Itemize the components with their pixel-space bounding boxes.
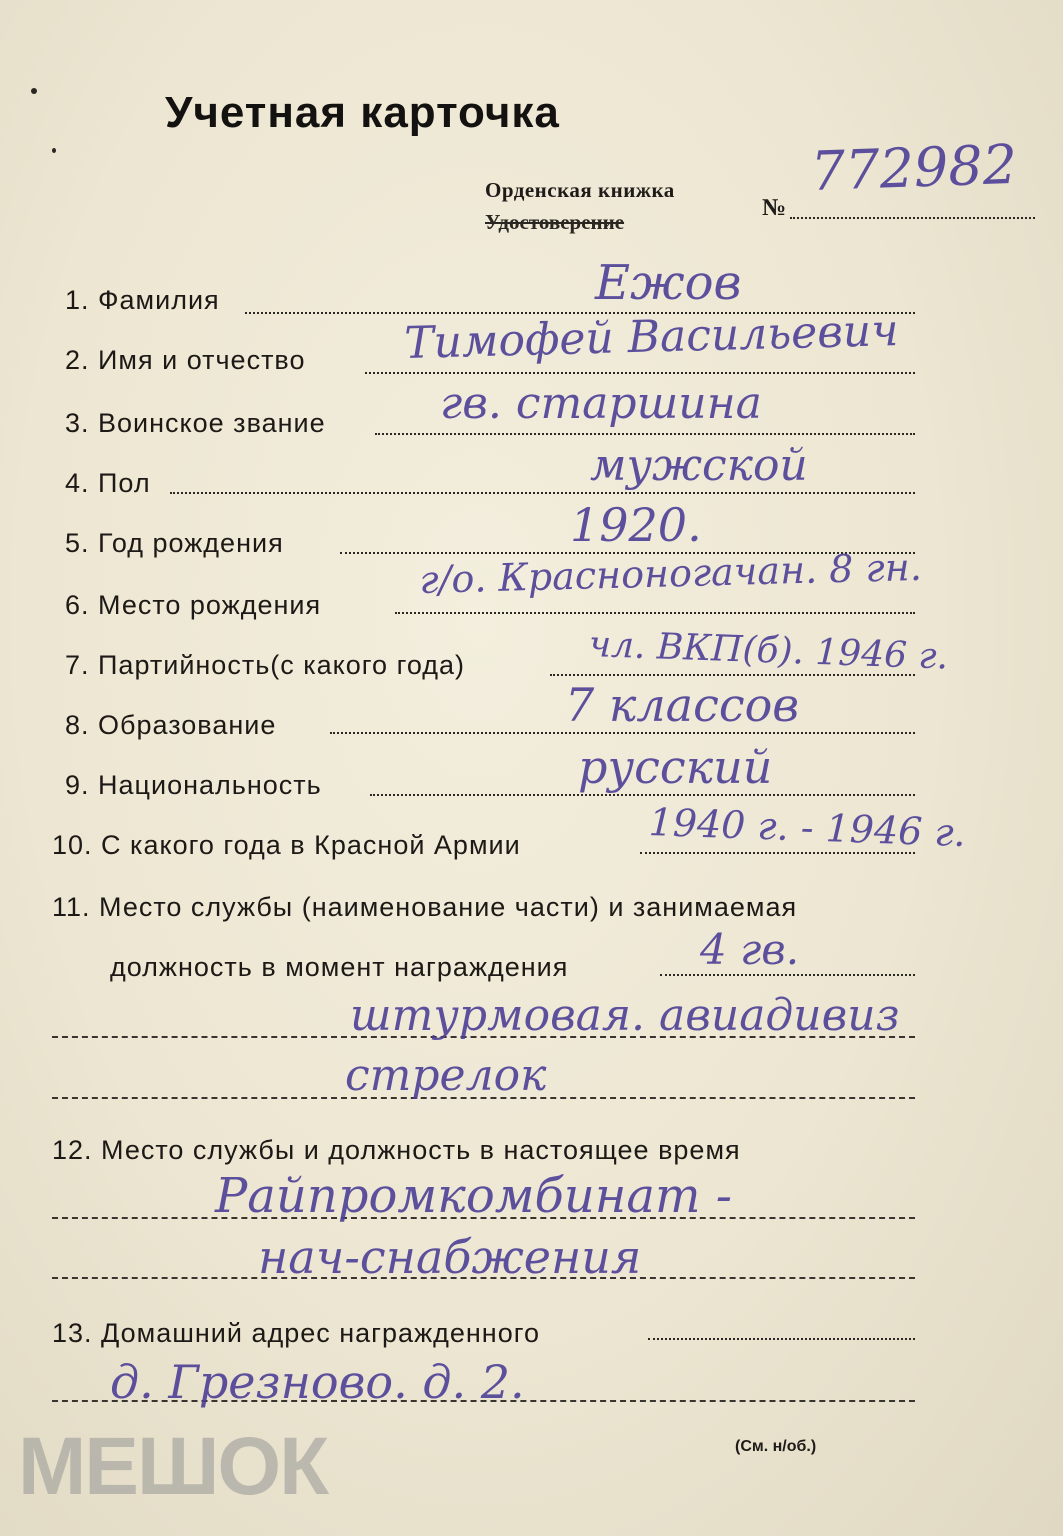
fill-line (370, 794, 915, 796)
doc-type-struck-label: Удостоверение (485, 210, 625, 234)
fill-line (660, 974, 915, 976)
handwritten-party-membership: чл. ВКП(б). 1946 г. (588, 624, 949, 678)
handwritten-unit-line2: штурмовая. авиадивиз (350, 990, 900, 1041)
field-label-nationality: 9. Национальность (65, 770, 322, 800)
field-label-surname: 1. Фамилия (65, 285, 220, 315)
field-label-rank: 3. Воинское звание (65, 408, 326, 438)
field-label-current-service: 12. Место службы и должность в настоящее время (52, 1135, 741, 1165)
fill-line (648, 1338, 915, 1340)
fill-line (395, 612, 915, 614)
handwritten-current-service-line2: нач-снабжения (258, 1230, 642, 1284)
field-label-position-at-award: должность в момент награждения (110, 952, 569, 982)
fill-line (365, 372, 915, 374)
ink-spot (52, 148, 56, 153)
fill-line (330, 732, 915, 734)
doc-type-label: Орденская книжка (485, 178, 675, 202)
handwritten-army-since: 1940 г. - 1946 г. (648, 800, 967, 856)
fill-line (375, 433, 915, 435)
field-label-party-membership: 7. Партийность(с какого года) (65, 650, 466, 680)
handwritten-nationality: русский (578, 740, 773, 794)
field-label-birth-year: 5. Год рождения (65, 528, 284, 558)
watermark-logo: МЕШОК (18, 1421, 328, 1512)
handwritten-current-service-line1: Райпромкомбинат - (215, 1168, 732, 1224)
handwritten-rank: гв. старшина (440, 378, 762, 429)
field-label-name-patronymic: 2. Имя и отчество (65, 345, 306, 375)
handwritten-birth-year: 1920. (570, 498, 702, 552)
handwritten-name-patronymic: Тимофей Васильевич (403, 305, 900, 369)
field-label-sex: 4. Пол (65, 468, 151, 498)
handwritten-home-address: д. Грезново. д. 2. (110, 1355, 525, 1409)
fill-line (640, 852, 915, 854)
field-label-home-address: 13. Домашний адрес награжденного (52, 1318, 541, 1348)
handwritten-surname: Ежов (595, 255, 742, 311)
handwritten-unit-line1: 4 гв. (700, 925, 800, 974)
fill-line (170, 492, 915, 494)
handwritten-position-at-award: стрелок (345, 1050, 547, 1101)
field-label-birthplace: 6. Место рождения (65, 590, 322, 620)
handwritten-doc-number: 772982 (809, 132, 1019, 203)
field-label-service-place-at-award: 11. Место службы (наименование части) и занимаемая (52, 892, 798, 922)
card-title: Учетная карточка (165, 88, 560, 137)
field-label-education: 8. Образование (65, 710, 277, 740)
handwritten-birthplace: г/о. Красноногачан. 8 гн. (418, 544, 923, 602)
handwritten-education: 7 классов (565, 678, 800, 732)
see-reverse-note: (См. н/об.) (735, 1438, 817, 1455)
number-fill-line (790, 217, 1035, 219)
number-sign: № (762, 195, 787, 221)
ink-spot (31, 88, 37, 94)
field-label-army-since: 10. С какого года в Красной Армии (52, 830, 521, 860)
handwritten-sex: мужской (590, 440, 808, 491)
